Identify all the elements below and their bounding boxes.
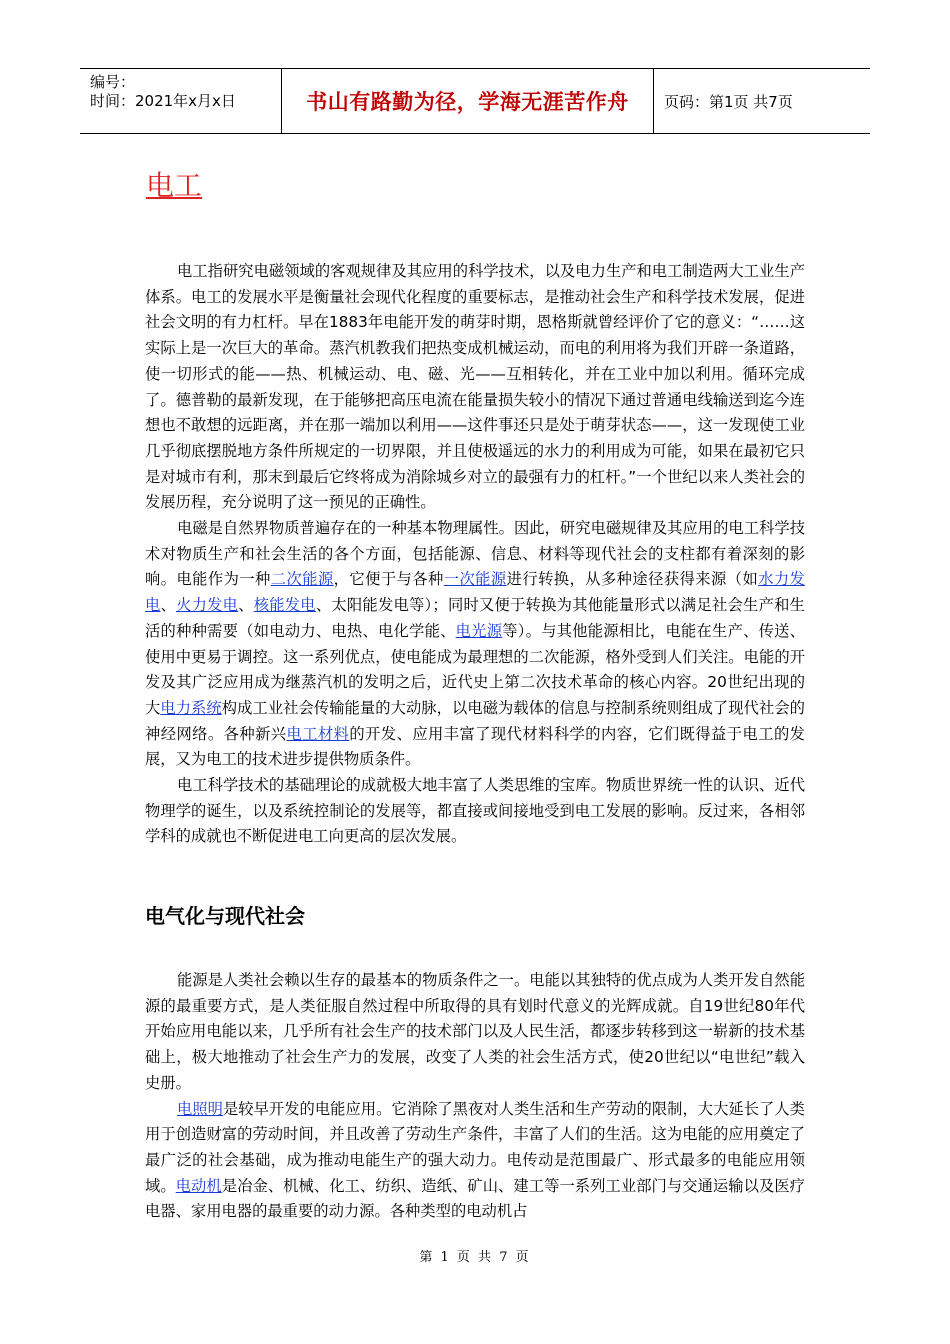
document-title[interactable]: 电工 (146, 169, 203, 202)
page-footer: 第 1 页 共 7 页 (419, 1250, 531, 1265)
link-thermal-power[interactable]: 火力发电 (176, 596, 239, 615)
paragraph-2 (145, 516, 805, 773)
paragraph-3: 电工科学技术的基础理论的成就极大地丰富了人类思维的宝库。物质世界统一性的认识、近代物理学的诞生，以及系统控制论的发展等，都直接或间接地受到电工发展的影响。反过来，各相邻学科的成就也不断促进电工向更高的层次发展。 (145, 776, 805, 846)
link-nuclear-power[interactable]: 核能发电 (253, 596, 316, 615)
text-run: 是较早开发的电能应用。它消除了黑夜对人类生活和生产劳动的限制，大大延长了人类用于创造财富的劳动时间，并且改善了劳动生产条件，丰富了人们的生活。这为电能的应用奠定了最广泛的社会基础，成为推动电能生产的强大动力。电传动是范围最广、形式最多的电能应用领域。 (145, 1099, 805, 1195)
link-secondary-energy[interactable]: 二次能源 (270, 570, 334, 589)
header-table (80, 68, 870, 134)
link-power-system[interactable]: 电力系统 (160, 698, 222, 717)
text-run: 、 (160, 596, 177, 615)
text-run: 、 (238, 596, 254, 615)
paragraph-1: 电工指研究电磁领域的客观规律及其应用的科学技术，以及电力生产和电工制造两大工业生产体系。电工的发展水平是衡量社会现代化程度的重要标志，是推动社会生产和科学技术发展，促进社会文明的有力杠杆。早在1883年电能开发的萌芽时期，恩格斯就曾经评价了它的意义：“……这实际上是一次巨大的革命。蒸汽机教我们把热变成机械运动，而电的利用将为我们开辟一条道路，使一切形式的能——热、机械运动、电、磁、光——互相转化，并在工业中加以利用。循环完成了。德普勒的最新发现，在于能够把高压电流在能量损失较小的情况下通过普通电线输送到迄今连想也不敢想的远距离，并在那一端加以利用——这件事还只是处于萌芽状态——，这一发现使工业几乎彻底摆脱地方条件所规定的一切界限，并且使极遥远的水力的利用成为可能，如果在最初它只是对城市有利，那末到最后它终将成为消除城乡对立的最强有力的杠杆。”一个世纪以来人类社会的发展历程，充分说明了这一预见的正确性。 (145, 262, 805, 512)
paragraph-5 (145, 1097, 805, 1226)
text-run: 构成工业社会传输能量的大动脉，以电磁为载体的信息与控制系统则组成了现代社会的神经网络。各种新兴 (145, 698, 805, 743)
section-1-body (145, 259, 805, 850)
link-electric-motor[interactable]: 电动机 (175, 1176, 222, 1195)
header-motto: 书山有路勤为径，学海无涯苦作舟 (282, 69, 654, 133)
date-label: 时间：2021年x月x日 (90, 92, 236, 110)
link-hydropower[interactable]: 水力发电 (145, 570, 805, 615)
section-2-heading: 电气化与现代社会 (145, 904, 305, 928)
text-run: 的开发、应用丰富了现代材料科学的内容，它们既得益于电工的发展，又为电工的技术进步提供物质条件。 (145, 724, 805, 769)
link-electric-lighting[interactable]: 电照明 (177, 1099, 223, 1118)
text-run: 、太阳能发电等）；同时又便于转换为其他能量形式以满足社会生产和生活的种种需要（如电动力、电热、电化学能、 (145, 596, 805, 640)
text-run: ，它便于与各种 (333, 570, 444, 589)
paragraph-4: 能源是人类社会赖以生存的最基本的物质条件之一。电能以其独特的优点成为人类开发自然能源的最重要方式，是人类征服自然过程中所取得的具有划时代意义的光辉成就。自19世纪80年代开始应用电能以来，几乎所有社会生产的技术部门以及人民生活，都逐步转移到这一崭新的技术基础上，极大地推动了社会生产力的发展，改变了人类的社会生活方式，使20世纪以“电世纪”载入史册。 (145, 971, 805, 1092)
text-run: 电磁是自然界物质普遍存在的一种基本物理属性。因此，研究电磁规律及其应用的电工科学技术对物质生产和社会生活的各个方面，包括能源、信息、材料等现代社会的支柱都有着深刻的影响。电能作为一种 (145, 519, 805, 589)
number-label: 编号： (90, 73, 136, 91)
header-page-info: 页码：第1页 共7页 (664, 92, 793, 111)
header-meta (80, 69, 282, 133)
text-run: 进行转换，从多种途径获得来源（如 (506, 570, 759, 589)
text-run: 是冶金、机械、化工、纺织、造纸、矿山、建工等一系列工业部门与交通运输以及医疗电器、家用电器的最重要的动力源。各种类型的电动机占 (145, 1176, 805, 1221)
link-electric-light-source[interactable]: 电光源 (455, 621, 503, 640)
link-electrical-materials[interactable]: 电工材料 (286, 724, 350, 743)
link-primary-energy[interactable]: 一次能源 (443, 570, 507, 589)
section-2-body (145, 968, 805, 1225)
text-run: 等）。与其他能源相比，电能在生产、传送、使用中更易于调控。这一系列优点，使电能成为最理想的二次能源，格外受到人们关注。电能的开发及其广泛应用成为继蒸汽机的发明之后，近代史上第二次技术革命的核心内容。20世纪出现的大 (145, 621, 805, 717)
